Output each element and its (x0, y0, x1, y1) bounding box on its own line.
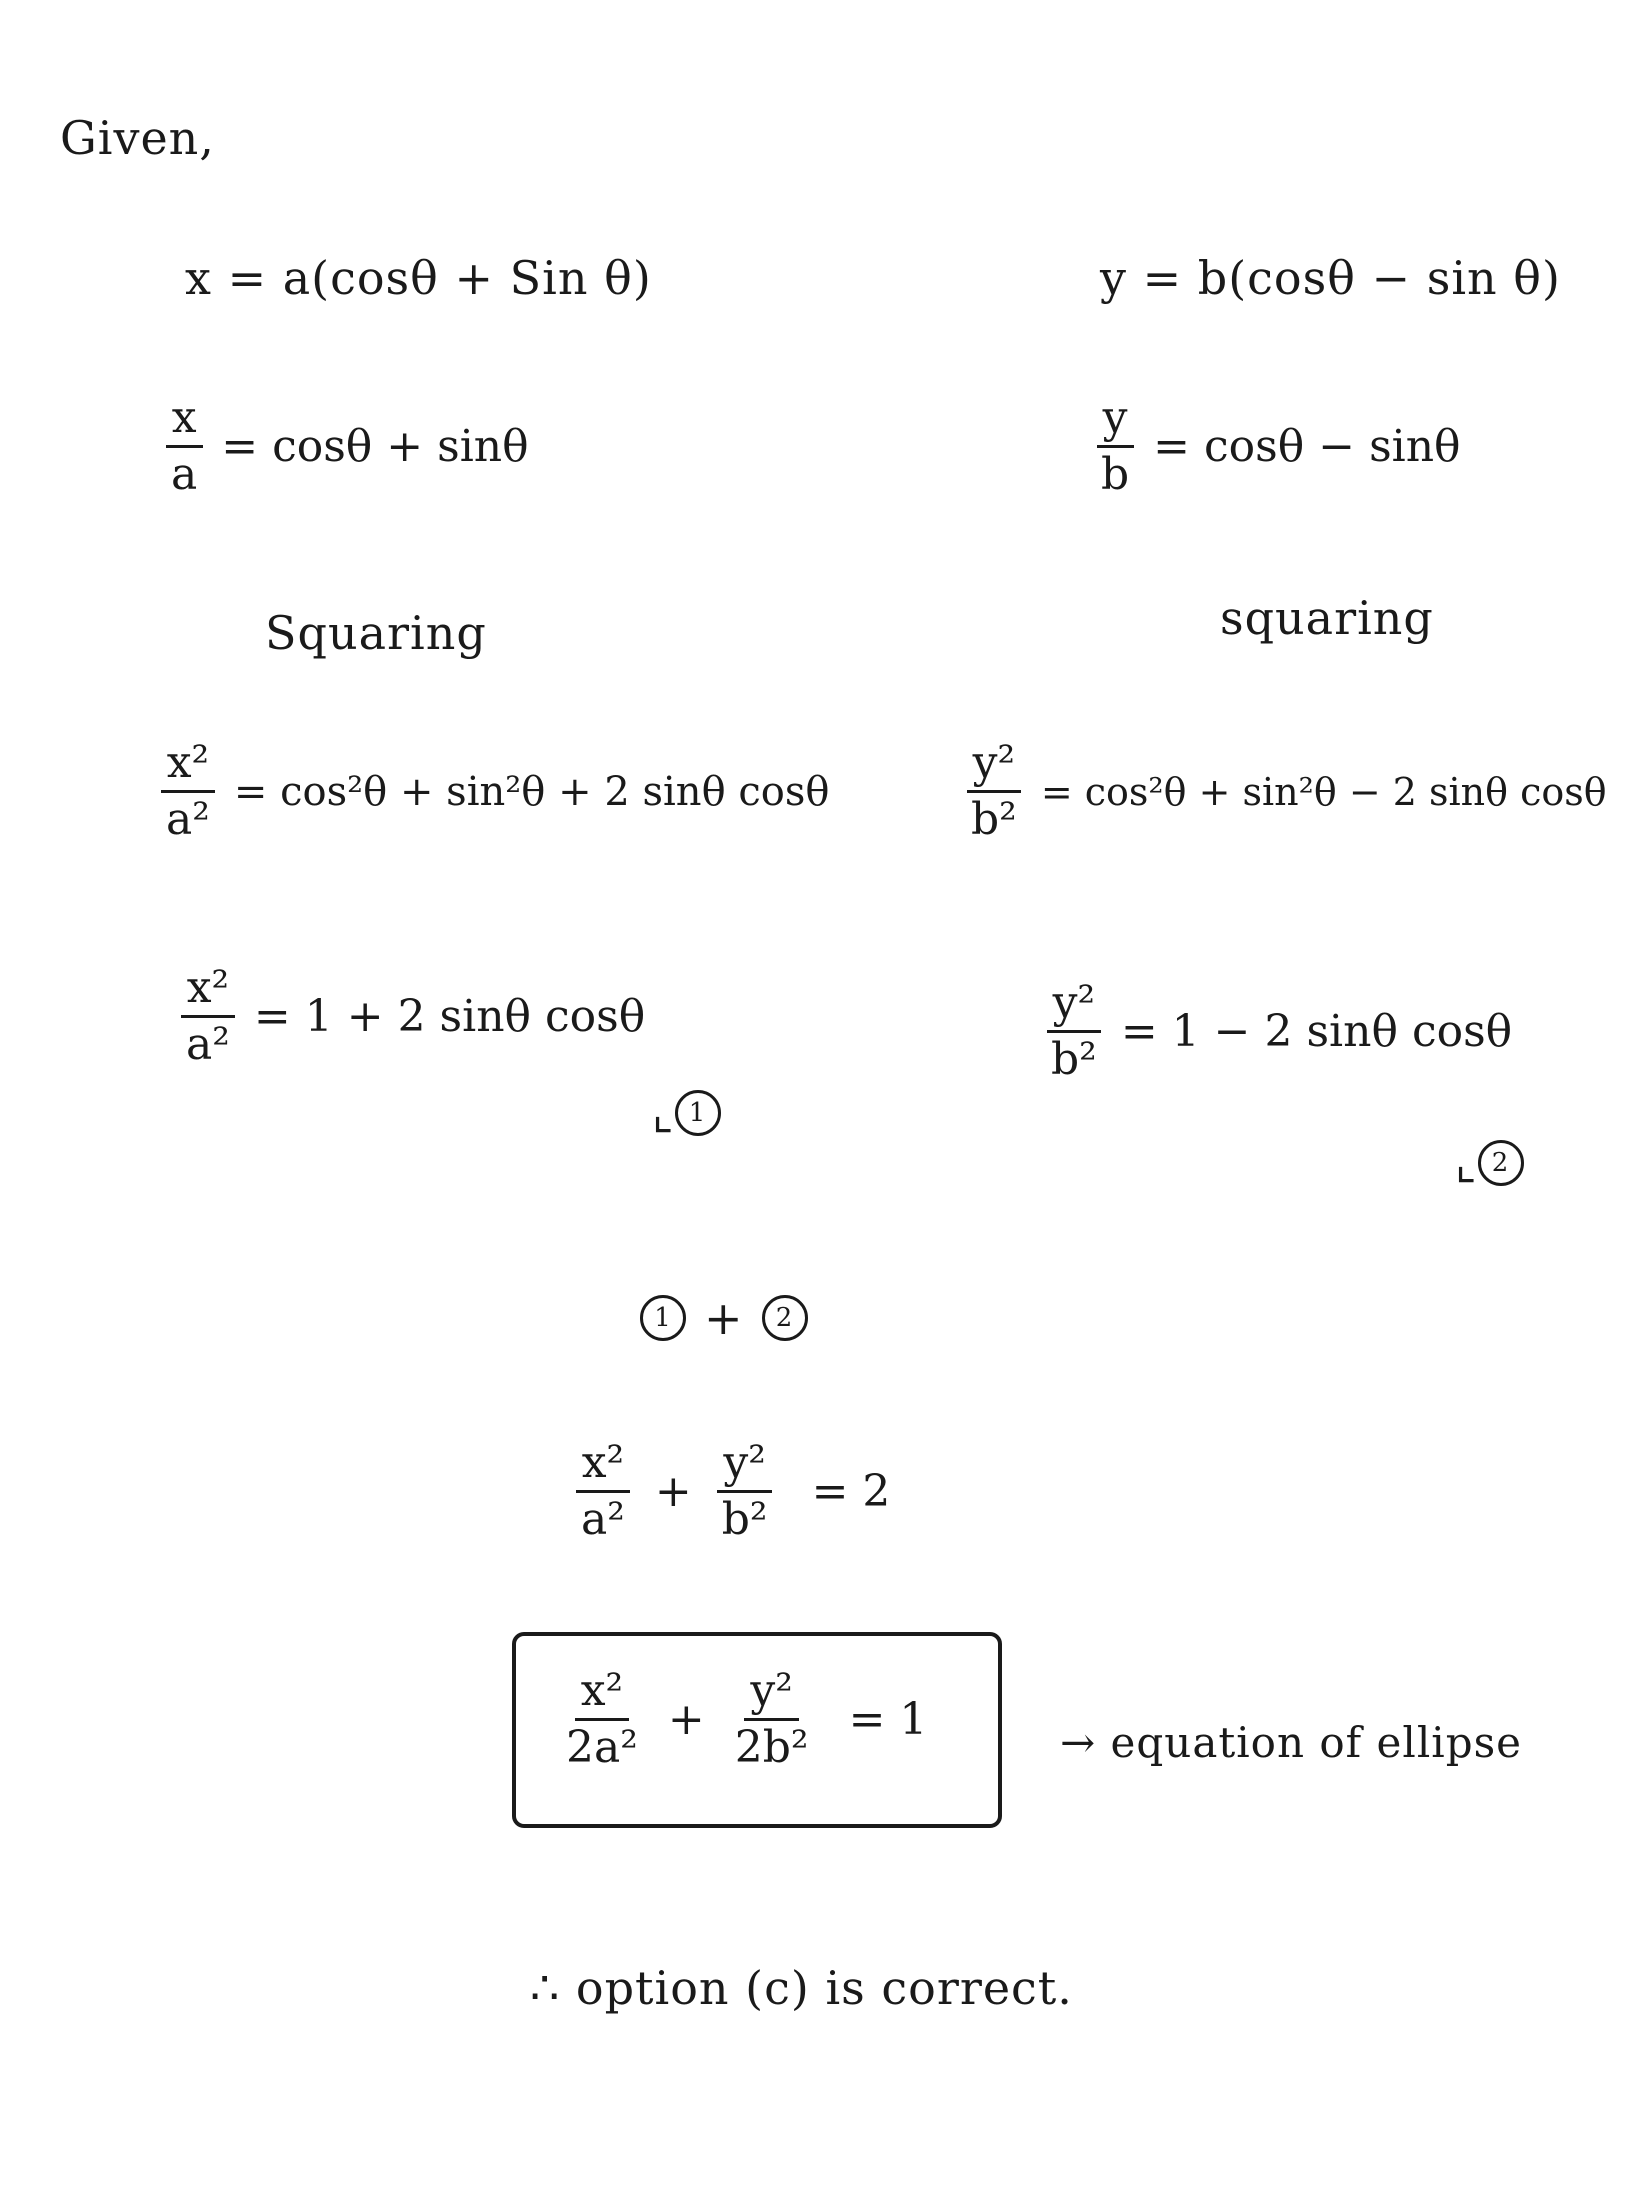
plus-sign: + (667, 1694, 705, 1746)
fraction-y2-over-2b2 (729, 1665, 815, 1774)
fraction-x2-over-a2 (160, 737, 216, 846)
sum-equation (575, 1437, 891, 1546)
final-equation (560, 1665, 928, 1774)
numerator: y² (717, 1440, 772, 1493)
rhs: = 2 (811, 1466, 891, 1518)
numerator: x² (181, 965, 235, 1018)
denominator: a² (166, 794, 210, 846)
numerator: x (166, 395, 203, 448)
fraction-y2-over-b2 (1045, 977, 1103, 1086)
fraction-y2-over-b2 (965, 737, 1023, 846)
denominator: 2b² (734, 1722, 809, 1774)
denominator: b² (1051, 1034, 1097, 1086)
denominator: a² (186, 1019, 230, 1071)
numerator: y² (744, 1668, 799, 1721)
denominator: a² (581, 1494, 625, 1546)
plus-sign: + (654, 1466, 692, 1518)
rhs: = cos²θ + sin²θ + 2 sinθ cosθ (233, 768, 830, 815)
numerator: y² (967, 740, 1022, 793)
fraction-x2-over-a2 (575, 1437, 631, 1546)
numerator: y² (1047, 980, 1102, 1033)
marker-arrow: ⌞ (652, 1086, 675, 1140)
denominator: b² (971, 794, 1017, 846)
rhs: = cosθ − sinθ (1153, 421, 1461, 473)
equation-marker-2 (1455, 1136, 1524, 1190)
fraction-y-over-b (1095, 392, 1135, 501)
denominator: 2a² (566, 1722, 638, 1774)
rhs: = 1 + 2 sinθ cosθ (253, 991, 646, 1043)
y-squared-expanded (965, 737, 1607, 846)
rhs: = cos²θ + sin²θ − 2 sinθ cosθ (1040, 769, 1607, 814)
squaring-right: squaring (1220, 591, 1434, 645)
conclusion: ∴ option (c) is correct. (530, 1961, 1073, 2015)
x-squared-simplified (180, 962, 646, 1071)
denominator: b² (721, 1494, 768, 1546)
y-equation: y = b(cosθ − sin θ) (1100, 251, 1561, 305)
fraction-y2-over-b2 (716, 1437, 774, 1546)
add-equations (640, 1291, 808, 1345)
numerator: x² (575, 1668, 629, 1721)
circled-2: 2 (1478, 1140, 1524, 1186)
y-over-b-equation (1095, 392, 1461, 501)
ellipse-note: → equation of ellipse (1060, 1718, 1522, 1767)
plus-sign: + (704, 1291, 744, 1345)
denominator: b (1101, 449, 1130, 501)
fraction-x-over-a (165, 392, 203, 501)
rhs: = 1 − 2 sinθ cosθ (1120, 1006, 1513, 1058)
circled-1: 1 (675, 1090, 721, 1136)
numerator: x² (576, 1440, 630, 1493)
equation-marker-1 (652, 1086, 721, 1140)
fraction-x2-over-a2 (180, 962, 236, 1071)
numerator: y (1097, 395, 1134, 448)
circled-1: 1 (640, 1295, 686, 1341)
x-squared-expanded (160, 737, 830, 846)
y-squared-simplified (1045, 977, 1513, 1086)
squaring-left: Squaring (265, 606, 487, 660)
numerator: x² (161, 740, 215, 793)
rhs: = cosθ + sinθ (221, 421, 529, 473)
marker-arrow: ⌞ (1455, 1136, 1478, 1190)
fraction-x2-over-2a2 (560, 1665, 644, 1774)
denominator: a (171, 449, 198, 501)
rhs: = 1 (848, 1694, 928, 1746)
x-over-a-equation (165, 392, 529, 501)
circled-2: 2 (762, 1295, 808, 1341)
x-equation: x = a(cosθ + Sin θ) (185, 251, 652, 305)
given-label: Given, (60, 111, 215, 165)
